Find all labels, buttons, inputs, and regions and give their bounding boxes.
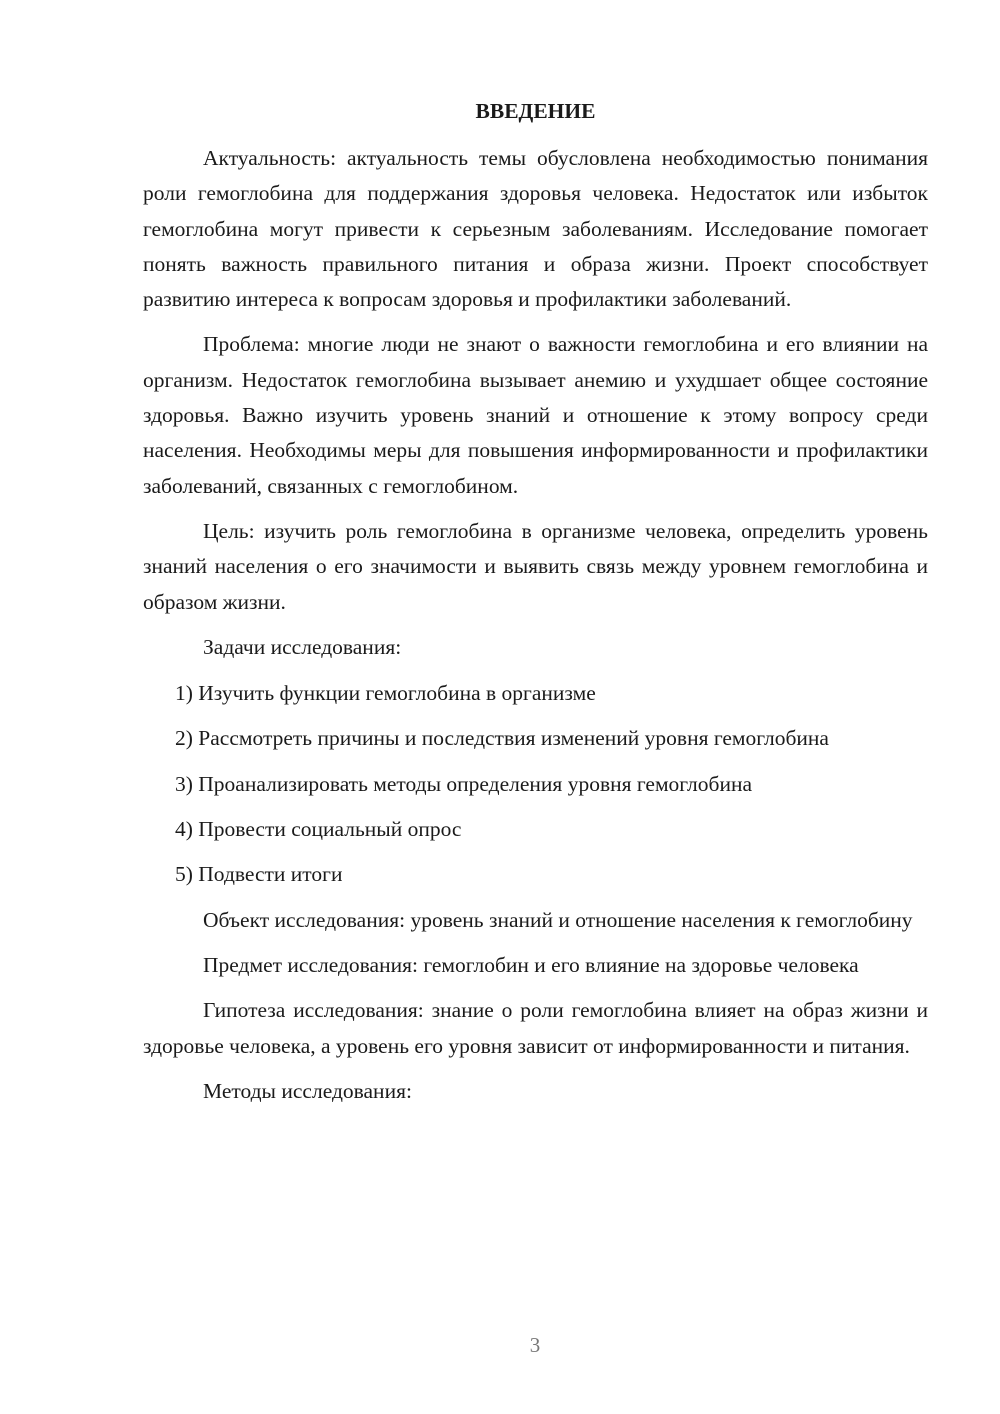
tasks-list [143, 676, 928, 892]
list-item: 1) Изучить функции гемоглобина в организме [175, 681, 596, 706]
list-item: 5) Подвести итоги [175, 862, 343, 887]
tasks-heading: Задачи исследования: [203, 634, 402, 659]
page-number: 3 [529, 1333, 541, 1357]
methods-heading: Методы исследования: [203, 1078, 412, 1103]
document-page [143, 95, 928, 1120]
list-item: 2) Рассмотреть причины и последствия изменений уровня гемоглобина [175, 726, 829, 751]
list-item: 4) Провести социальный опрос [175, 817, 462, 842]
relevance-paragraph: Актуальность: актуальность темы обусловлена необходимостью понимания роли гемоглобина для поддержания здоровья человека. Недостаток или избыток гемоглобина могут привести к серьезным заболеваниям. Исследование помогает понять важность правильного питания и образа жизни. Проект способствует развитию интереса к вопросам здоровья и профилактики заболеваний. [143, 146, 928, 312]
list-item: 3) Проанализировать методы определения уровня гемоглобина [175, 771, 753, 796]
hypothesis-paragraph: Гипотеза исследования: знание о роли гемоглобина влияет на образ жизни и здоровье человека, а уровень его уровня зависит от информированности и питания. [143, 998, 928, 1058]
subject-paragraph: Предмет исследования: гемоглобин и его влияние на здоровье человека [203, 952, 859, 977]
goal-paragraph: Цель: изучить роль гемоглобина в организме человека, определить уровень знаний населения о его значимости и выявить связь между уровнем гемоглобина и образом жизни. [143, 518, 928, 614]
problem-paragraph: Проблема: многие люди не знают о важности гемоглобина и его влиянии на организм. Недостаток гемоглобина вызывает анемию и ухудшает общее состояние здоровья. Важно изучить уровень знаний и отношение к этому вопросу среди населения. Необходимы меры для повышения информированности и профилактики заболеваний, связанных с гемоглобином. [143, 332, 928, 498]
object-paragraph: Объект исследования: уровень знаний и отношение населения к гемоглобину [203, 907, 913, 932]
page-title: ВВЕДЕНИЕ [475, 99, 596, 123]
